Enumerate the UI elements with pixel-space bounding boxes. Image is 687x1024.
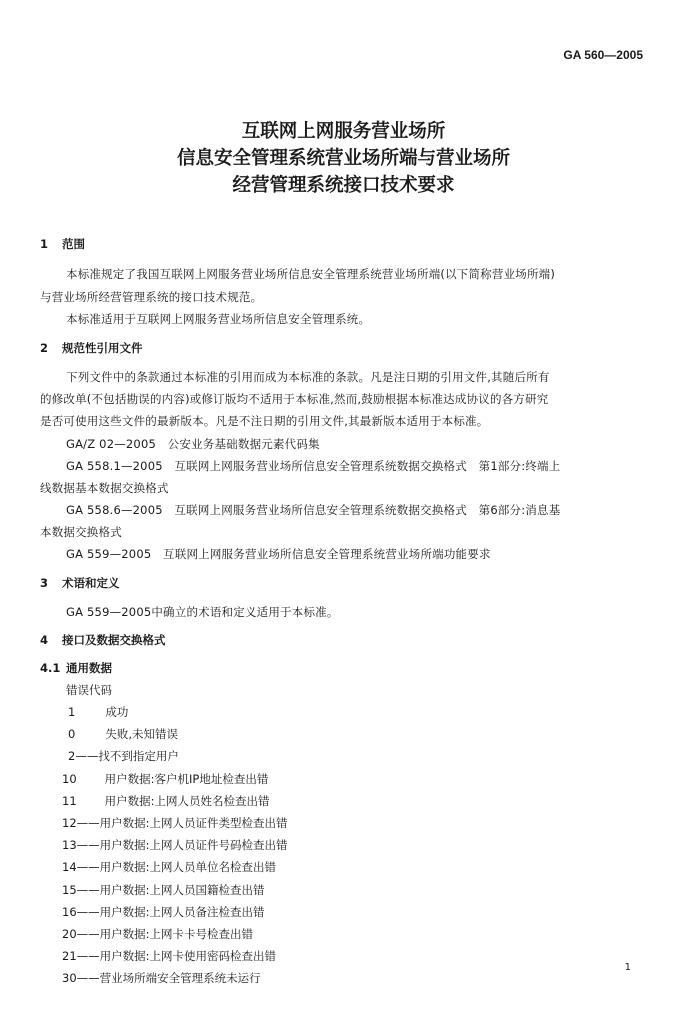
error-code-item [68,748,179,764]
error-code-description: 用户数据:上网卡使用密码检查出错 [99,949,277,964]
paragraph: 的修改单(不包括勘误的内容)或修订版均不适用于本标准,然而,鼓励根据本标准达成协议的各方研究 [40,392,549,406]
subsection-title: 通用数据 [66,661,112,675]
normative-reference: GA/Z 02—2005 公安业务基础数据元素代码集 [66,437,320,451]
error-code-description: 成功 [105,705,129,719]
error-code-item [62,815,288,831]
error-code-separator: —— [76,860,100,875]
error-code-description: 用户数据:上网人员证件号码检查出错 [99,838,288,853]
error-code-item [62,771,268,787]
error-code-value: 20 [62,927,77,941]
error-code-value: 11 [62,793,77,808]
section-title: 接口及数据交换格式 [62,633,166,647]
paragraph: 本标准适用于互联网上网服务营业场所信息安全管理系统。 [66,312,371,326]
paragraph: 下列文件中的条款通过本标准的引用而成为本标准的条款。凡是注日期的引用文件,其随后所有 [66,370,550,384]
error-code-value: 10 [62,771,77,786]
error-code-value: 1 [68,705,76,719]
error-code-separator: —— [76,838,100,853]
error-code-item [62,926,253,942]
error-code-value: 2 [68,749,76,764]
error-code-item [62,970,261,986]
error-code-value: 14 [62,860,77,875]
error-code-item [62,904,265,920]
section-3-heading [40,575,120,591]
error-code-value: 21 [62,949,77,964]
error-code-description: 用户数据:上网人员国籍检查出错 [99,882,265,897]
section-number: 1 [40,237,49,251]
normative-reference: GA 558.1—2005 互联网上网服务营业场所信息安全管理系统数据交换格式 第1部分:终端上 [66,459,561,473]
paragraph: GA 559—2005中确立的术语和定义适用于本标准。 [66,605,339,619]
error-code-value: 16 [62,904,77,919]
error-code-separator: —— [75,749,99,764]
error-code-description: 用户数据:上网人员备注检查出错 [99,904,265,919]
title-line-3: 经营管理系统接口技术要求 [232,175,455,196]
subsection-number: 4.1 [40,661,61,675]
document-title [0,118,687,199]
error-code-item [62,948,276,964]
error-code-value: 12 [62,816,77,830]
error-code-item [62,837,288,853]
paragraph: 本标准规定了我国互联网上网服务营业场所信息安全管理系统营业场所端(以下简称营业场所端) [66,267,556,281]
section-title: 规范性引用文件 [62,341,143,355]
paragraph: 是否可使用这些文件的最新版本。凡是不注日期的引用文件,其最新版本适用于本标准。 [40,414,489,428]
section-1-heading [40,236,85,252]
normative-reference: 线数据基本数据交换格式 [40,481,169,495]
error-code-item [62,859,276,875]
section-number: 4 [40,633,49,647]
normative-reference: GA 559—2005 互联网上网服务营业场所信息安全管理系统营业场所端功能要求 [66,547,491,561]
error-code-description: 用户数据:上网卡卡号检查出错 [99,927,254,941]
error-code-value: 13 [62,838,77,853]
section-number: 2 [40,341,49,355]
error-code-description: 营业场所端安全管理系统未运行 [99,971,261,986]
section-title: 术语和定义 [62,576,120,590]
section-title: 范围 [62,237,85,251]
error-code-value: 30 [62,971,77,986]
standard-number: GA 560—2005 [563,48,643,62]
error-code-separator: —— [76,927,100,941]
error-code-value: 0 [68,727,76,742]
error-code-description: 用户数据:上网人员证件类型检查出错 [99,816,288,830]
error-codes-label: 错误代码 [66,683,112,697]
error-code-description: 用户数据:客户机IP地址检查出错 [104,771,269,786]
normative-reference: 本数据交换格式 [40,525,122,539]
error-code-description: 用户数据:上网人员姓名检查出错 [104,793,270,808]
error-code-separator: —— [76,904,100,919]
error-code-separator: —— [76,949,100,964]
title-line-2: 信息安全管理系统营业场所端与营业场所 [176,148,510,169]
error-code-separator: —— [76,971,100,986]
error-code-item [62,882,265,898]
error-code-item [68,726,178,742]
error-code-item [62,793,270,809]
error-code-value: 15 [62,882,77,897]
error-code-description: 失败,未知错误 [105,727,178,742]
subsection-4-1-heading [40,660,112,676]
error-code-separator: —— [76,882,100,897]
error-code-item [68,704,128,720]
error-code-description: 找不到指定用户 [98,749,179,764]
title-line-1: 互联网上网服务营业场所 [241,121,446,142]
normative-reference: GA 558.6—2005 互联网上网服务营业场所信息安全管理系统数据交换格式 第6部分:消息基 [66,503,561,517]
section-4-heading [40,632,166,648]
section-number: 3 [40,576,49,590]
error-code-separator: —— [76,816,100,830]
error-code-description: 用户数据:上网人员单位名检查出错 [99,860,277,875]
section-2-heading [40,340,143,356]
page-number: 1 [624,962,631,973]
paragraph: 与营业场所经营管理系统的接口技术规范。 [40,290,263,304]
